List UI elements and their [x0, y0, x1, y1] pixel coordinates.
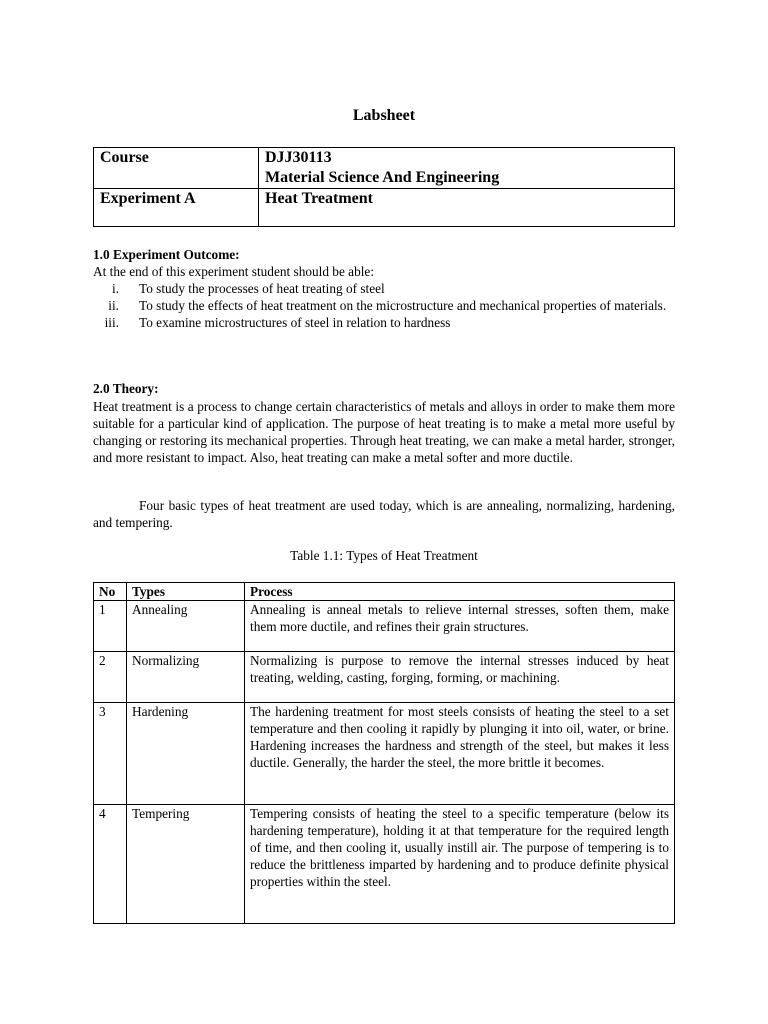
theory-paragraph-1: Heat treatment is a process to change certain characteristics of metals and alloys in order to make them more suitable for a particular kind of application. The purpose of heat treating is to make a metal more useful by changing or restoring its mechanical properties. Through heat treating, we can make a metal harder, stronger, and more resistant to impact. Also, heat treating can make a metal softer and more ductile. — [93, 399, 675, 465]
table-row — [94, 703, 675, 805]
page-title: Labsheet — [352, 107, 416, 124]
course-name: Material Science And Engineering — [265, 169, 500, 186]
course-value — [259, 148, 675, 189]
experiment-row — [94, 189, 675, 227]
experiment-label: Experiment A — [94, 189, 259, 227]
heat-treatment-table — [93, 582, 675, 924]
row-number: 1 — [94, 601, 127, 652]
outcome-item-number: i. — [111, 281, 119, 296]
table-caption: Table 1.1: Types of Heat Treatment — [290, 548, 478, 563]
table-row — [94, 601, 675, 652]
row-type: Annealing — [127, 601, 245, 652]
table-row — [94, 805, 675, 924]
row-process: The hardening treatment for most steels consists of heating the steel to a set temperature and then cooling it rapidly by plunging it into oil, water, or brine. Hardening increases the hardness and strength of the steel, but makes it less ductile. Generally, the harder the steel, the more brittle it becomes. — [245, 703, 675, 805]
row-process: Tempering consists of heating the steel to a specific temperature (below its hardening temperature), holding it at that temperature for the required length of time, and then cooling it, usually instill air. The purpose of tempering is to reduce the brittleness imparted by hardening and to produce definite physical properties within the steel. — [245, 805, 675, 924]
outcome-item-text: To study the effects of heat treatment on the microstructure and mechanical properties of materials. — [139, 298, 667, 313]
row-process: Normalizing is purpose to remove the internal stresses induced by heat treating, welding, casting, forging, forming, or machining. — [245, 652, 675, 703]
row-number: 2 — [94, 652, 127, 703]
outcome-intro: At the end of this experiment student should be able: — [93, 264, 375, 279]
outcome-item-number: ii. — [108, 298, 119, 313]
outcome-item — [93, 297, 675, 314]
course-label: Course — [94, 148, 259, 189]
row-number: 3 — [94, 703, 127, 805]
header-process: Process — [245, 583, 675, 601]
outcome-item-text: To study the processes of heat treating of steel — [139, 281, 385, 296]
row-type: Tempering — [127, 805, 245, 924]
header-types: Types — [127, 583, 245, 601]
theory-paragraph-2: Four basic types of heat treatment are used today, which is are annealing, normalizing, hardening, and tempering. — [93, 498, 675, 530]
outcome-item — [93, 280, 675, 297]
experiment-name: Heat Treatment — [259, 189, 675, 227]
row-process: Annealing is anneal metals to relieve internal stresses, soften them, make them more ductile, and refines their grain structures. — [245, 601, 675, 652]
theory-heading: 2.0 Theory: — [93, 381, 159, 396]
row-type: Hardening — [127, 703, 245, 805]
header-no: No — [94, 583, 127, 601]
table-row — [94, 652, 675, 703]
course-row — [94, 148, 675, 189]
outcome-item-number: iii. — [104, 315, 119, 330]
course-code: DJJ30113 — [265, 149, 332, 166]
outcome-heading: 1.0 Experiment Outcome: — [93, 247, 240, 262]
table-header-row — [94, 583, 675, 601]
row-number: 4 — [94, 805, 127, 924]
outcome-item — [93, 314, 675, 331]
outcome-list — [93, 280, 675, 331]
outcome-item-text: To examine microstructures of steel in relation to hardness — [139, 315, 451, 330]
row-type: Normalizing — [127, 652, 245, 703]
course-info-table — [93, 147, 675, 227]
